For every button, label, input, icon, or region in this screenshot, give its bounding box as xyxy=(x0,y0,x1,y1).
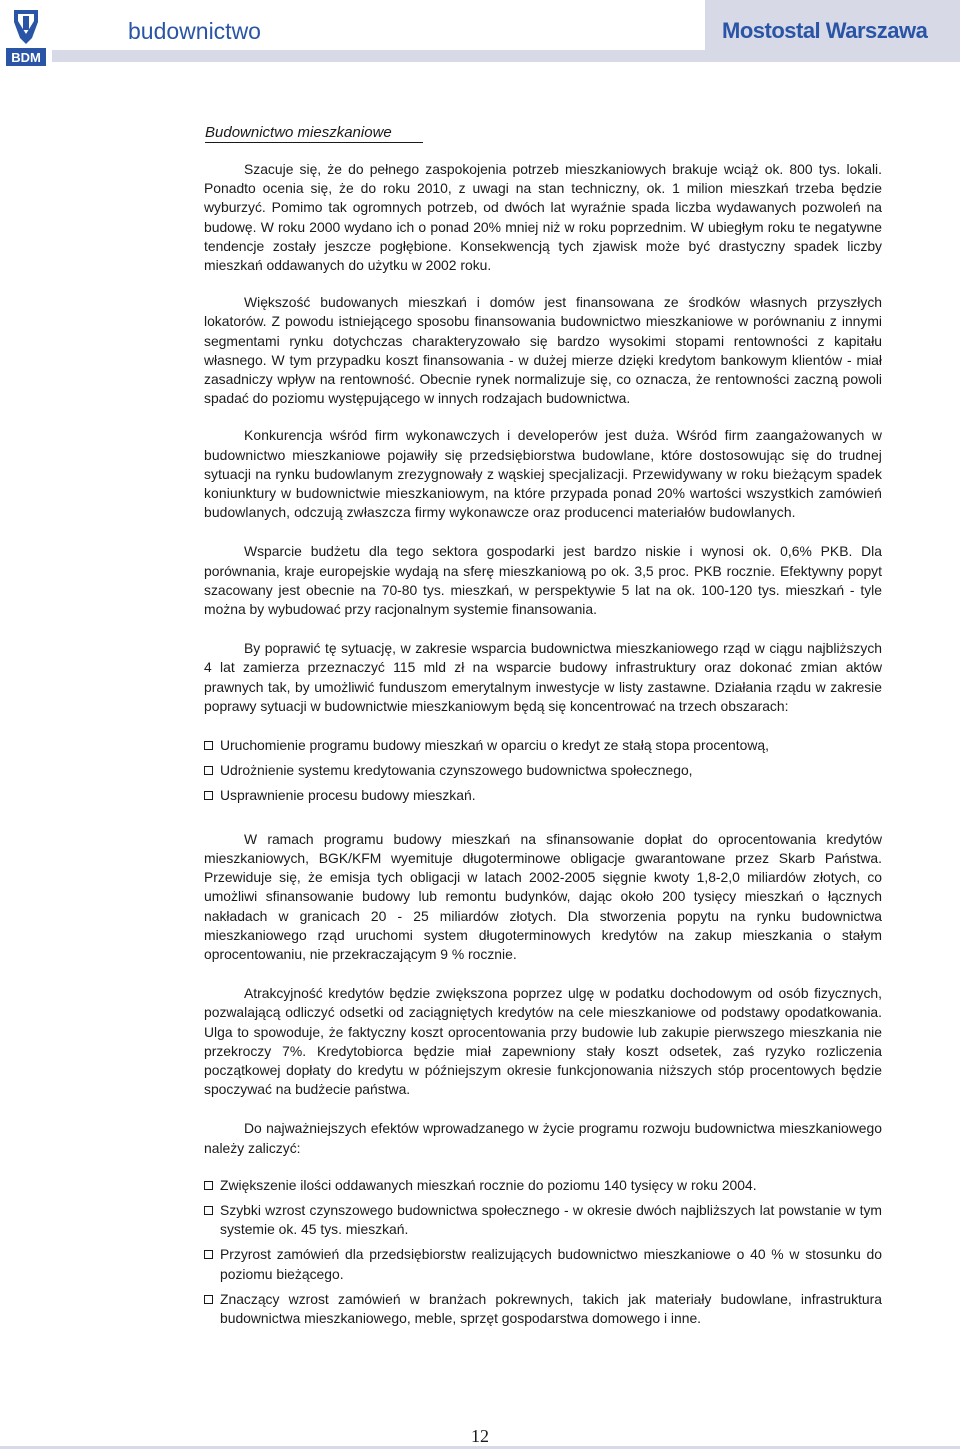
paragraph: W ramach programu budowy mieszkań na sfinansowanie dopłat do oprocentowania kredytów mieszkaniowych, BGK/KFM wyemituje długoterminowe obligacje gwarantowane przez Skarb Państwa. Przewiduje się, że emisja tych obligacji w latach 2002-2005 sięgnie kwoty 1,8-2,0 miliardów złotych, co umożliwi sfinansowanie budowy lub remontu budynków, dając około 200 tysięcy mieszkań o łącznych nakładach w granicach 20 - 25 miliardów złotych. Dla stworzenia popytu na rynku budownictwa mieszkaniowego rząd uruchomi system długoterminowych kredytów na zakup mieszkania o stałym oprocentowaniu, nie przekraczającym 9 % rocznie. xyxy=(204,830,882,962)
article-body xyxy=(204,160,882,1334)
bdm-logo xyxy=(4,8,48,68)
bullet-list xyxy=(204,1176,882,1328)
list-item-text: Znaczący wzrost zamówień w branżach pokrewnych, takich jak materiały budowlane, infrastruktura budownictwa mieszkaniowego, meble, sprzęt gospodarstwa domowego i inne. xyxy=(220,1290,882,1326)
list-item xyxy=(204,736,882,755)
bdm-logo-icon xyxy=(4,8,48,68)
list-item xyxy=(204,1245,882,1283)
list-item-text: Zwiększenie ilości oddawanych mieszkań rocznie do poziomu 140 tysięcy w roku 2004. xyxy=(220,1176,757,1193)
company-name: Mostostal Warszawa xyxy=(722,18,928,43)
list-item xyxy=(204,1290,882,1328)
page-number: 12 xyxy=(471,1426,489,1446)
paragraph: Atrakcyjność kredytów będzie zwiększona poprzez ulgę w podatku dochodowym od osób fizycznych, pozwalającą odliczyć odsetki od zaciągniętych kredytów na cele mieszkaniowe od podstawy opodatkowania. Ulga to spowoduje, że faktyczny koszt oprocentowania przy budowie lub zakupie pierwszego mieszkania nie przekroczy 7%. Kredytobiorca będzie miał zapewniony stały koszt odsetek, zaś ryzyko rozliczenia początkowej dopłaty do kredytu w późniejszym okresie funkcjonowania niższych stóp procentowych będzie spoczywać na budżecie państwa. xyxy=(204,985,882,1098)
checkbox-bullet-icon xyxy=(204,766,213,775)
paragraph: Konkurencja wśród firm wykonawczych i developerów jest duża. Wśród firm zaangażowanych w budownictwo mieszkaniowe pojawiły się przedsiębiorstwa budowlane, które dostosowując się do trudnej sytuacji na rynku budowlanym zrezygnowały z wąskiej specjalizacji. Przewidywany w roku bieżącym spadek koniunktury w budownictwie mieszkaniowym, na które przypada ponad 20% wartości wszystkich zamówień budowlanych, odczują zwłaszcza firmy wykonawcze oraz producenci materiałów budowlanych. xyxy=(204,427,882,521)
article-heading: Budownictwo mieszkaniowe xyxy=(205,124,392,141)
checkbox-bullet-icon xyxy=(204,1181,213,1190)
list-item-text: Szybki wzrost czynszowego budownictwa społecznego - w okresie dwóch najbliższych lat powstanie w tym systemie ok. 45 tys. mieszkań. xyxy=(220,1201,882,1238)
paragraph: Większość budowanych mieszkań i domów jest finansowana ze środków własnych przyszłych lokatorów. Z powodu istniejącego sposobu finansowania budownictwo mieszkaniowe w porównaniu z innymi segmentami rynku dotychczas charakteryzowało się bardzo wysokimi stopami rentowności z kapitału własnego. W tym przypadku koszt finansowania - w dużej mierze dzięki kredytom bankowym klientów - miał zasadniczy wpływ na rentowność. Obecnie rynek normalizuje się, co oznacza, że rentowności zaczną powoli spadać do poziomu występującego w innych rodzajach budownictwa. xyxy=(204,294,882,407)
list-item xyxy=(204,786,882,805)
list-item xyxy=(204,1176,882,1195)
paragraph: Szacuje się, że do pełnego zaspokojenia potrzeb mieszkaniowych brakuje wciąż ok. 800 tys. lokali. Ponadto ocenia się, że do roku 2010, z uwagi na stan techniczny, ok. 1 milion mieszkań trzeba będzie wyburzyć. Pomimo tak ogromnych potrzeb, od dwóch lat wyraźnie spada liczba wydawanych pozwoleń na budowę. W roku 2000 wydano ich o ponad 20% mniej niż w roku poprzednim. W ubiegłym roku te negatywne tendencje zostały jeszcze pogłębione. Konsekwencją tych zjawisk może być drastyczny spadek liczby mieszkań oddawanych do użytku w 2002 roku. xyxy=(204,161,882,274)
list-item xyxy=(204,761,882,780)
checkbox-bullet-icon xyxy=(204,791,213,800)
checkbox-bullet-icon xyxy=(204,1206,213,1215)
section-title: budownictwo xyxy=(128,18,261,44)
paragraph: By poprawić tę sytuację, w zakresie wsparcia budownictwa mieszkaniowego rząd w ciągu najbliższych 4 lat zamierza przeznaczyć 115 mld zł na wsparcie budowy infrastruktury oraz dokonać zmian aktów prawnych tak, by umożliwić funduszom emerytalnym inwestycje w listy zastawne. Działania rządu w zakresie poprawy sytuacji w budownictwie mieszkaniowym będą się koncentrować na trzech obszarach: xyxy=(204,640,882,714)
list-item xyxy=(204,1201,882,1239)
list-item-text: Udrożnienie systemu kredytowania czynszowego budownictwa społecznego, xyxy=(220,762,693,779)
paragraph: Do najważniejszych efektów wprowadzanego w życie programu rozwoju budownictwa mieszkaniowego należy zaliczyć: xyxy=(204,1120,882,1156)
checkbox-bullet-icon xyxy=(204,1295,213,1304)
list-item-text: Usprawnienie procesu budowy mieszkań. xyxy=(220,787,476,804)
checkbox-bullet-icon xyxy=(204,1250,213,1259)
heading-underline xyxy=(205,142,423,143)
logo-text: BDM xyxy=(11,50,41,65)
list-item-text: Uruchomienie programu budowy mieszkań w oparciu o kredyt ze stałą stopa procentową, xyxy=(220,737,769,754)
checkbox-bullet-icon xyxy=(204,741,213,750)
bullet-list xyxy=(204,736,882,806)
paragraph: Wsparcie budżetu dla tego sektora gospodarki jest bardzo niskie i wynosi ok. 0,6% PKB. Dla porównania, kraje europejskie wydają na sferę mieszkaniową po ok. 3,5 proc. PKB rocznie. Efektywny popyt szacowany jest obecnie na 70-80 tys. mieszkań, w perspektywie 5 lat na ok. 100-120 tys. mieszkań - tyle można by wybudować przy racjonalnym systemie finansowania. xyxy=(204,543,882,618)
list-item-text: Przyrost zamówień dla przedsiębiorstw realizujących budownictwo mieszkaniowe o 40 % w stosunku do poziomu bieżącego. xyxy=(220,1246,882,1282)
